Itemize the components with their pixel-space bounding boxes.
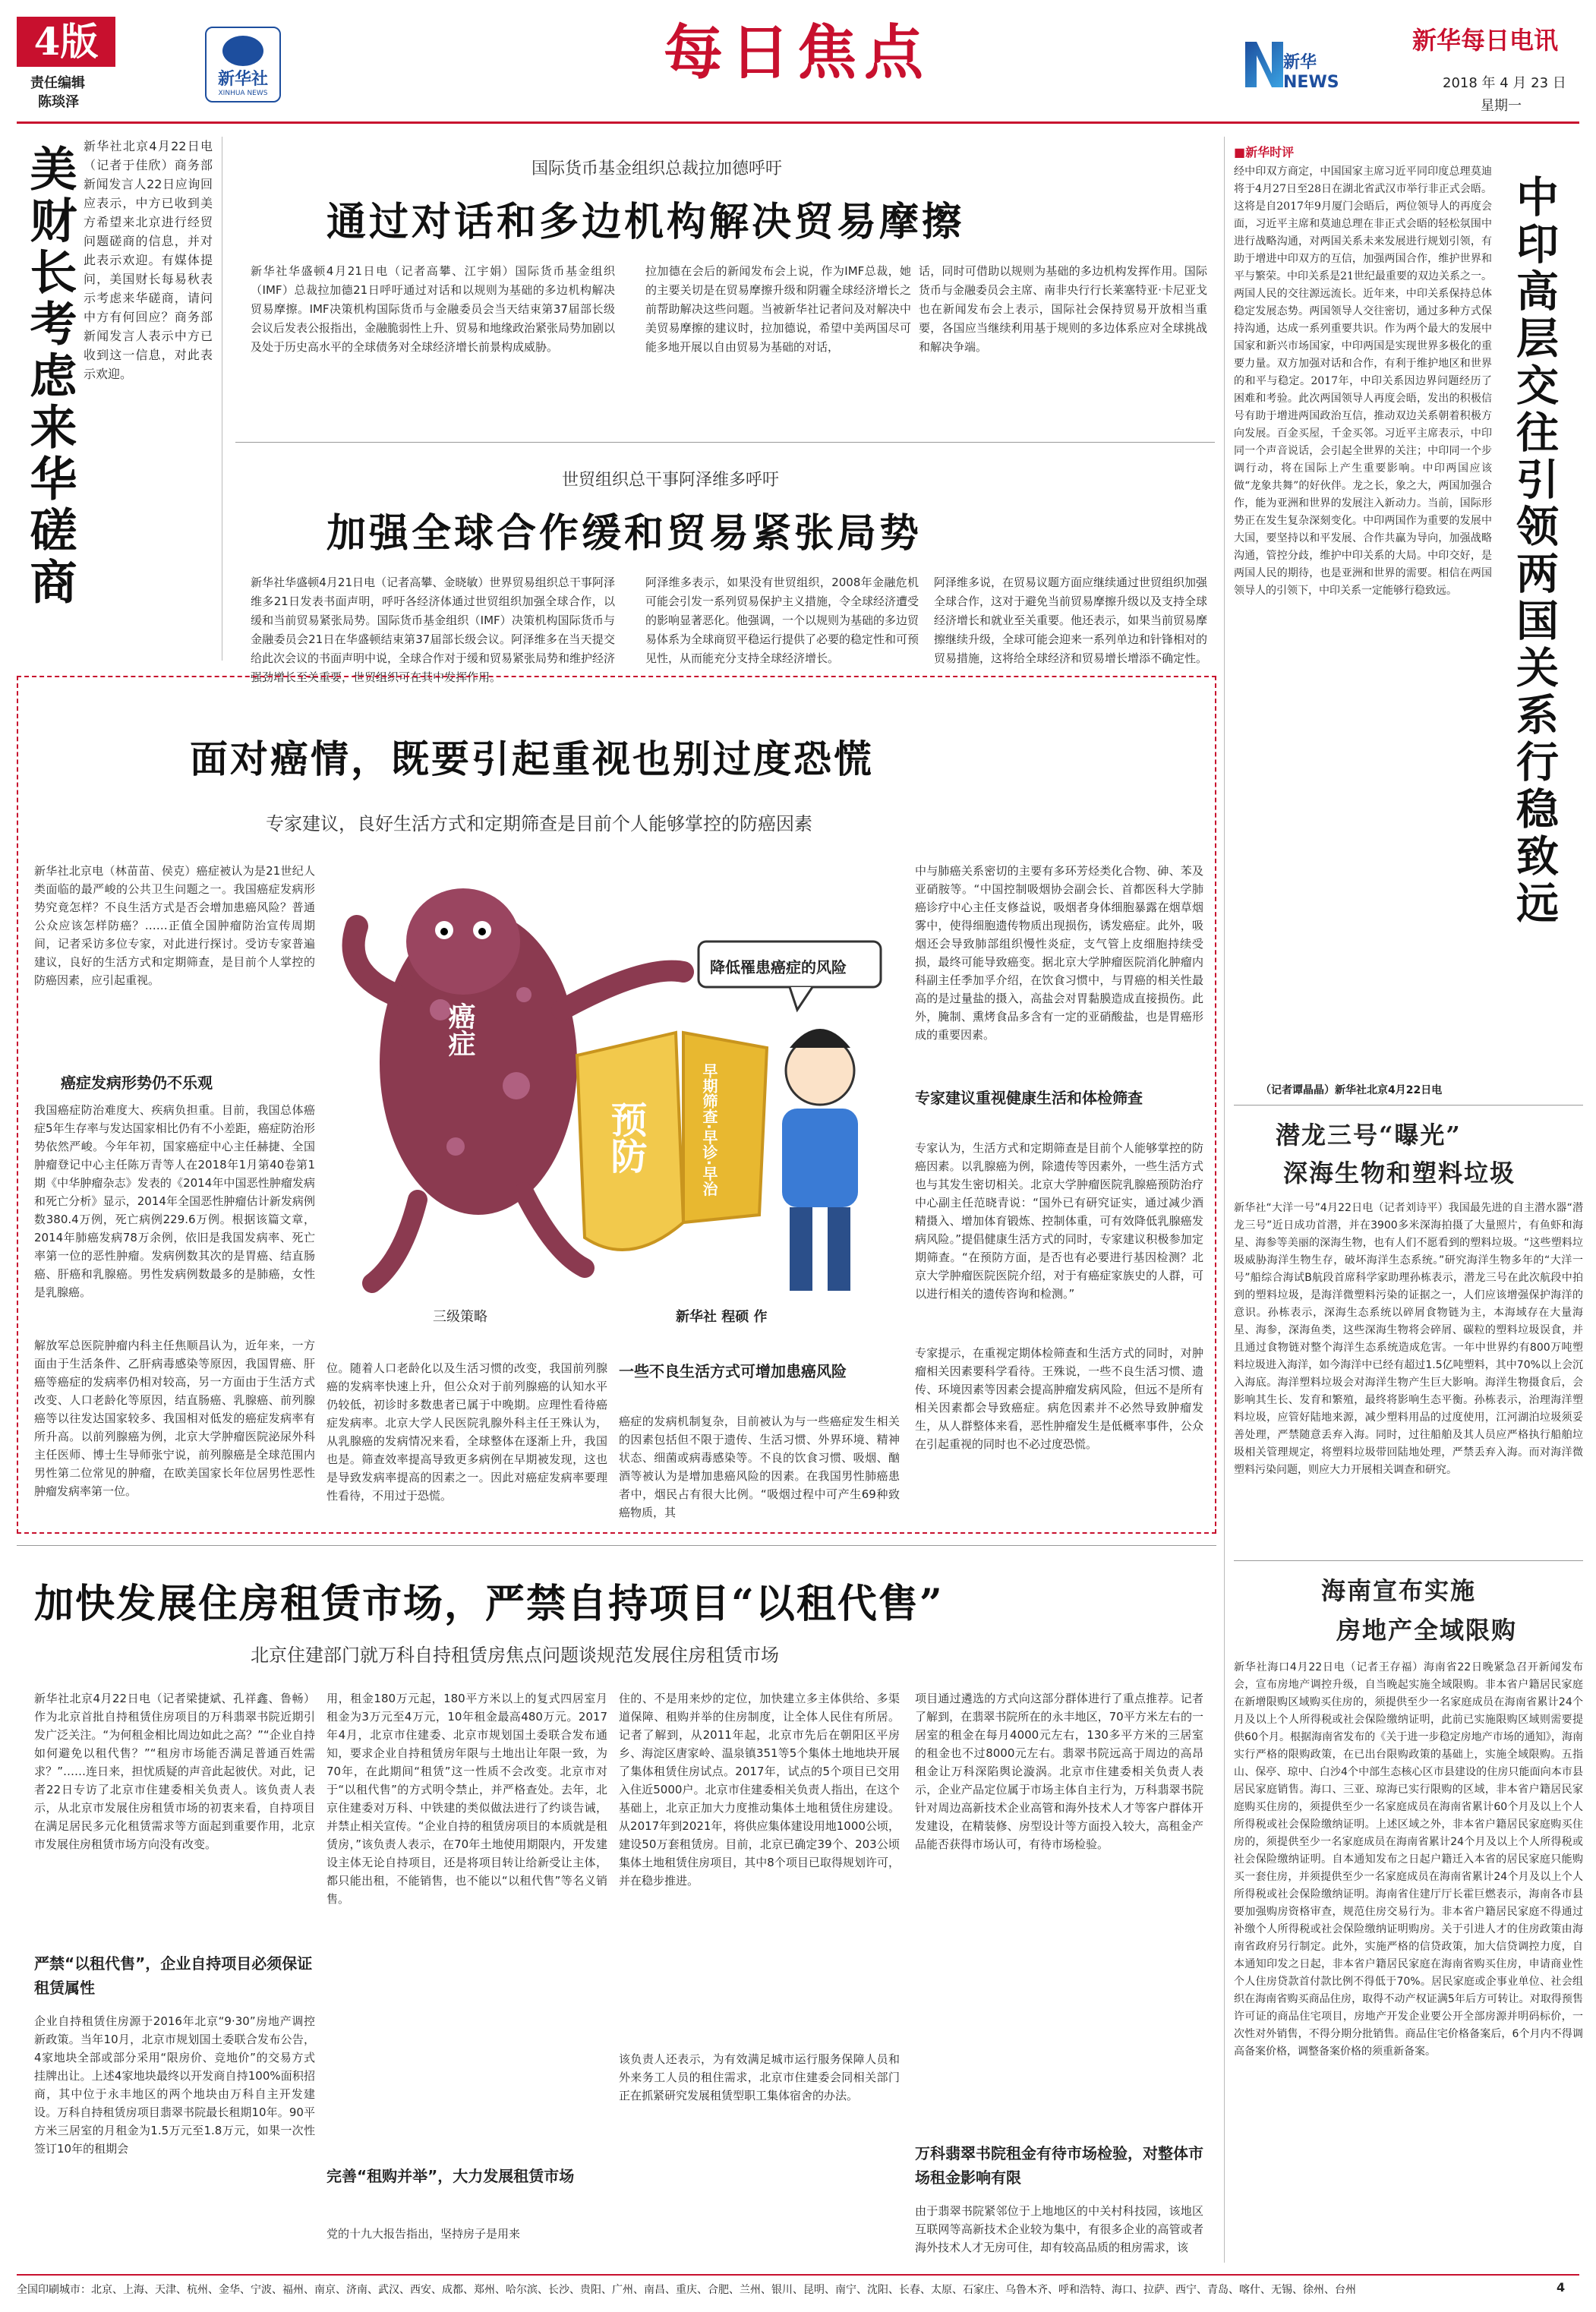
jiaolong-title-2: 深海生物和塑料垃圾	[1283, 1159, 1516, 1188]
news-logo-icon	[1245, 42, 1283, 87]
person-illustration	[782, 1029, 858, 1291]
issue-weekday: 星期一	[1481, 98, 1522, 114]
housing-col2b: 党的十九大报告指出，坚持房子是用来	[326, 2227, 521, 2241]
imf-col3: 话，同时可借助以规则为基础的多边机构发挥作用。国际货币与金融委员会主席、南非央行行长莱塞特亚·卡尼亚戈也在新闻发布会上表示，国际社会保持贸易开放相当重要，各国应当继续利用基于规则的多边体系应对全球挑战和解决争端。	[919, 264, 1207, 354]
housing-title: 加快发展住房租赁市场，严禁自持项目“以租代售”	[34, 1581, 944, 1627]
paper-name: 新华每日电讯	[1412, 26, 1559, 55]
page-number-badge: 4版	[17, 17, 115, 67]
cancer-sec1b: 解放军总医院肿瘤内科主任焦顺昌认为，近年来，一方面由于生活条件、乙肝病毒感染等原因，我国胃癌、肝癌等癌症的发病率仍相对较高，另一方面由于生活方式改变、人口老龄化等原因，结直肠癌、乳腺癌、前列腺癌等以往发达国家较多、我国相对低发的癌症发病率有所升高。以前列腺癌为例，北京大学肿瘤医院泌尿外科主任医师、博士生导师张宁说，前列腺癌是全球范围内男性第二位常见的肿瘤，在欧美国家长年位居男性恶性肿瘤发病率第一位。	[34, 1339, 315, 1498]
right-column-label: ■新华时评	[1234, 145, 1295, 159]
masthead-rule	[17, 121, 1579, 124]
imf-title: 通过对话和多边机构解决贸易摩擦	[326, 199, 965, 245]
right-story-body: 经中印双方商定，中国国家主席习近平同印度总理莫迪将于4月27日至28日在湖北省武汉市举行非正式会晤。这将是自2017年9月厦门会晤后，两位领导人的再度会面，习近平主席和莫迪总理在非正式会晤的轻松氛围中进行战略沟通，对两国关系未来发展进行规划引领，有助于增进中印双方的互信，加强两国合作，维护世界和平与繁荣。中印关系是21世纪最重要的双边关系之一。两国人民的交往源远流长。近年来，中印关系保持总体稳定发展态势。两国领导人交往密切，通过多种方式保持沟通，达成一系列重要共识。作为两个最大的发展中国家和新兴市场国家，中印两国是实现世界多极化的重要力量。双方加强对话和合作，有利于维护地区和世界的和平与稳定。2017年，中印关系因边界问题经历了困难和考验。此次两国领导人再度会晤，发出的积极信号有助于增进两国政治互信，推动双边关系朝着积极方向发展。百金买屋，千金买邻。习近平主席表示，中印同一个声音说话，会引起全世界的关注；中印同一个步调行动，将在国际上产生重要影响。中印两国应该做“龙象共舞”的好伙伴。龙之长，象之大，两国加强合作，能为亚洲和世界的发展注入新动力。当前，国际形势正在发生复杂深刻变化。中印两国作为重要的发展中大国，要坚持以和平发展、合作共赢为导向，加强战略沟通，管控分歧，维护中印关系的大局。中印交好，是两国人民的期待，也是亚洲和世界的需要。相信在两国领导人的引领下，中印关系一定能够行稳致远。	[1234, 166, 1492, 597]
housing-col2: 用，租金180万元起，180平方米以上的复式四居室月租金为3万元至4万元，10年租金最高480万元。2017年4月，北京市住建委、北京市规划国土委联合发布通知，要求企业自持租赁房年限与土地出让年限一致，为70年，在此期间“租赁”这一性质不会改变。北京市对于“以租代售”的方式明令禁止，并严格查处。去年，北京住建委对万科、中铁建的类似做法进行了约谈告诫，并禁止相关宣传。“企业自持的租赁房项目的本质就是租赁房，”该负责人表示，在70年土地使用期限内，开发建设主体无论自持项目，还是将项目转让给新受让主体，都只能出租，不能销售，也不能以“以租代售”等名义销售。	[326, 1692, 607, 1906]
cancer-intro: 新华社北京电（林苗苗、侯克）癌症被认为是21世纪人类面临的最严峻的公共卫生问题之一。我国癌症发病形势究竟怎样？不良生活方式是否会增加患癌风险？普通公众应该怎样防癌？……正值全国肿瘤防治宣传周期间，记者采访多位专家，对此进行探讨。受访专家普遍建议，良好的生活方式和定期筛查，是目前个人掌控的防癌因素，应引起重视。	[34, 864, 315, 987]
wto-col3: 阿泽维多说，在贸易议题方面应继续通过世贸组织加强全球合作，这对于避免当前贸易摩擦升级以及支持全球经济增长和就业至关重要。他还表示，如果当前贸易摩擦继续升级，全球可能会迎来一系列单边和针锋相对的贸易措施，这将给全球经济和贸易增长增添不确定性。	[934, 576, 1208, 665]
cancer-sec1: 我国癌症防治难度大、疾病负担重。目前，我国总体癌症5年生存率与发达国家相比仍有不小差距，癌症防治形势依然严峻。今年年初，国家癌症中心主任赫捷、全国肿瘤登记中心主任陈万青等人在2018年1月第40卷第1期《中华肿瘤杂志》发表的《2014年中国恶性肿瘤发病和死亡分析》显示，2014年全国恶性肿瘤估计新发病例数380.4万例，死亡病例229.6万例。根据该篇文章，2014年肺癌发病78万余例，依旧是我国发病率、死亡率第一位的恶性肿瘤。发病例数其次的是胃癌、结直肠癌、肝癌和乳腺癌。男性发病例数最多的是肺癌，女性是乳腺癌。	[34, 1103, 315, 1299]
left-story-body: 新华社北京4月22日电（记者于佳欣）商务部新闻发言人22日应询回应表示，中方已收到美方希望来北京进行经贸问题磋商的信息，并对此表示欢迎。有媒体提问，美国财长每易秋表示考虑来华磋商，请问中方有何回应？商务部新闻发言人表示中方已收到这一信息，对此表示欢迎。	[84, 139, 213, 381]
illustration-bubble-text: 降低罹患癌症的风险	[710, 958, 847, 976]
wto-kicker: 世贸组织总干事阿泽维多呼吁	[562, 471, 780, 490]
housing-col1: 新华社北京4月22日电（记者梁捷斌、孔祥鑫、鲁畅）作为北京首批自持租赁住房项目的万科翡翠书院近期引发广泛关注。“为何租金相比周边如此之高？”“企业自持如何避免以租代售？”“租房市场能否满足普通百姓需求？”……连日来，担忧质疑的声音此起彼伏。对此，记者22日专访了北京市住建委相关负责人。该负责人表示，从北京市发展住房租赁市场的初衷来看，自持项目在满足居民多元化租赁需求等方面起到重要作用，北京市发展住房租赁市场方向没有改变。	[34, 1692, 315, 1851]
section-title: 每日焦点	[663, 18, 931, 87]
imf-divider	[235, 442, 1215, 443]
editor-name: 陈琰泽	[38, 94, 79, 110]
right-divider-1	[1234, 1105, 1583, 1106]
housing-col4: 项目通过遴选的方式向这部分群体进行了重点推荐。记者了解到，在翡翠书院所在的永丰地区，70平方米左右的一居室的租金在每月4000元左右，130多平方米的三居室的租金也不过8000元左右。翡翠书院远高于周边的高昂租金让万科深陷舆论漩涡。北京市住建委相关负责人表示，企业产品定位属于市场主体自主行为，万科翡翠书院针对周边高新技术企业高管和海外技术人才等客户群体开发建设，在精装修、房型设计等方面投入较大，高租金产品能否获得市场认可，有待市场检验。	[915, 1692, 1203, 1851]
footer-print-sites: 全国印刷城市：北京、上海、天津、杭州、金华、宁波、福州、南京、济南、武汉、西安、成都、郑州、哈尔滨、长沙、贵阳、广州、南昌、重庆、合肥、兰州、银川、昆明、南宁、沈阳、长春、太原、石家庄、乌鲁木齐、呼和浩特、海口、拉萨、西宁、青岛、喀什、无锡、徐州、台州	[17, 2284, 1356, 2296]
housing-col1b: 企业自持租赁住房源于2016年北京“9·30”房地产调控新政策。当年10月，北京市规划国土委联合发布公告，4家地块全部或部分采用“限房价、竞地价”的交易方式挂牌出让。上述4家地块最终以开发商自持100%面积招商，其中位于永丰地区的两个地块由万科自主开发建设。万科自持租赁房项目翡翠书院最长租期10年。90平方米三居室的月租金为1.5万元至1.8万元，如果一次性签订10年的租期会	[34, 2014, 315, 2156]
right-divider	[1224, 137, 1225, 2263]
cancer-right-top: 中与肺癌关系密切的主要有多环芳烃类化合物、砷、苯及亚硝胺等。“中国控制吸烟协会副会长、首都医科大学肺癌诊疗中心主任支修益说，吸烟者身体细胞暴露在烟草烟雾中，使得细胞遗传物质出现损伤，诱发癌症。此外，吸烟还会导致肺部组织慢性炎症，支气管上皮细胞持续受损，最终可能导致癌变。据北京大学肿瘤医院消化肿瘤内科副主任季加孚介绍，在饮食习惯中，与胃癌的相关性最高的是过量盐的摄入，高盐会对胃黏膜造成直接损伤。此外，腌制、熏烤食品多含有一定的亚硝酸盐，也是胃癌形成的重要因素。	[915, 864, 1203, 1042]
illustration-caption: 三级策略	[433, 1309, 487, 1325]
hainan-body: 新华社海口4月22日电（记者王存福）海南省22日晚紧急召开新闻发布会，宣布房地产调控升级，自当晚起实施全域限购。非本省户籍居民家庭在新增限购区域购买住房的，须提供至少一名家庭成员在海南省累计24个月及以上个人所得税或社会保险缴纳证明，此前已实施限购区域则需要提供60个月。根据海南省发布的《关于进一步稳定房地产市场的通知》，海南实行严格的限购政策，在已出台限购政策的基础上，实施全域限购。五指山、保亭、琼中、白沙4个中部生态核心区市县建设的住房只能面向本市县居民家庭销售。海口、三亚、琼海已实行限购的区域，非本省户籍居民家庭购买住房的，须提供至少一名家庭成员在海南省累计60个月及以上个人所得税或社会保险缴纳证明。上述区域之外，非本省户籍居民家庭购买住房的，须提供至少一名家庭成员在海南省累计24个月及以上个人所得税或社会保险缴纳证明。自本通知发布之日起户籍迁入本省的居民家庭只能购买一套住房，并须提供至少一名家庭成员在海南省累计24个月及以上个人所得税或社会保险缴纳证明。海南省住建厅厅长霍巨燃表示，海南各市县要加强购房资格审查，规范住房交易行为。非本省户籍居民家庭不得通过补缴个人所得税或社会保险缴纳证明购房。关于引进人才的住房政策由海南省政府另行制定。此外，实施严格的信贷政策，加大信贷调控力度，自本通知印发之日起，非本省户籍居民家庭在海南省购买住房，申请商业性个人住房贷款首付款比例不得低于70%。居民家庭或企事业单位、社会组织在海南省购买商品住房，取得不动产权证满5年后方可转让。对取得预售许可证的商品住宅项目，房地产开发企业要公开全部房源并明码标价，一次性对外销售，不得分期分批销售。商品住宅价格备案后，6个月内不得调高备案价格，调整备案价格的须重新备案。	[1234, 1661, 1583, 2058]
right-story-title: 中印高层交往引领两国关系行稳致远	[1509, 175, 1560, 928]
housing-subtitle: 北京住建部门就万科自持租赁房焦点问题谈规范发展住房租赁市场	[251, 1645, 779, 1666]
left-story-title: 美财长考虑来华磋商	[22, 144, 77, 609]
illustration-credit: 新华社 程硕 作	[676, 1309, 768, 1325]
jiaolong-title-1: 潜龙三号“曝光”	[1276, 1121, 1462, 1150]
housing-col4b: 由于翡翠书院紧邻位于上地地区的中关村科技园，该地区互联网等高新技术企业较为集中，有很多企业的高管或者海外技术人才无房可住，却有较高品质的租房需求，该	[915, 2204, 1203, 2254]
news-logo-text: 新华NEWS	[1283, 53, 1339, 92]
housing-sub1: 严禁“以租代售”，企业自持项目必须保证租赁属性	[34, 1954, 313, 1997]
illustration-monster-label: 癌症	[444, 1002, 475, 1057]
illustration-shield-label: 预防	[604, 1101, 647, 1174]
news-logo	[1230, 42, 1339, 103]
cancer-sec2: 专家认为，生活方式和定期筛查是目前个人能够掌控的防癌因素。以乳腺癌为例，除遗传等因素外，一些生活方式也与其发生密切相关。北京大学肿瘤医院乳腺癌预防治疗中心副主任范晓青说：“国外已有研究证实，通过减少酒精摄入、增加体育锻炼、控制体重，可有效降低乳腺癌发病风险。”提倡健康生活方式的同时，专家建议积极参加定期筛查。“在预防方面，是否也有必要进行基因检测？北京大学肿瘤医院医院介绍，对于有癌症家族史的人群，可以进行相关的遗传咨询和检测。”	[915, 1141, 1203, 1301]
hainan-title-1: 海南宣布实施	[1321, 1576, 1477, 1605]
imf-col1: 新华社华盛顿4月21日电（记者高攀、江宇娟）国际货币基金组织（IMF）总裁拉加德21日呼吁通过对话和以规则为基础的多边机构解决贸易摩擦。IMF决策机构国际货币与金融委员会当天结束第37届部长级会议后发表公报指出，金融脆弱性上升、贸易和地缘政治紧张局势加剧以及处于历史高水平的全球债务对全球经济增长前景构成威胁。	[251, 264, 616, 354]
right-divider-2	[1234, 1560, 1583, 1561]
xinhua-logo-text: 新华社	[217, 70, 268, 89]
xinhua-logo	[205, 27, 281, 103]
cancer-sec2b: 专家提示，在重视定期体检筛查和生活方式的同时，对肿瘤相关因素要科学看待。王殊说，一些不良生活习惯、遗传、环境因素等因素会提高肿瘤发病风险，但远不是所有相关因素都会导致癌症。病危因素并不必然导致肿瘤发生，从人群整体来看，恶性肿瘤发生是低概率事件，公众在引起重视的同时也不必过度恐慌。	[915, 1346, 1203, 1451]
wto-col1: 新华社华盛顿4月21日电（记者高攀、金晓敏）世界贸易组织总干事阿泽维多21日发表书面声明，呼吁各经济体通过世贸组织加强全球合作，以缓和当前贸易紧张局势。国际货币基金组织（IMF）决策机构国际货币与金融委员会21日在华盛顿结束第37届部长级会议。阿泽维多在当天提交给此次会议的书面声明中说，全球合作对于缓和贸易紧张局势和维护经济强劲增长至关重要，世贸组织可在其中发挥作用。	[251, 576, 616, 684]
imf-col2: 拉加德在会后的新闻发布会上说，作为IMF总裁，她的主要关切是在贸易摩擦升级和阴霾全球经济增长之前帮助解决这些问题。当被新华社记者问及对解决中美贸易摩擦的建议时，拉加德说，希望中美两国尽可能多地开展以自由贸易为基础的对话，	[645, 264, 911, 354]
issue-date: 2018 年 4 月 23 日	[1443, 75, 1566, 91]
housing-sub3: 完善“租购并举”，大力发展租赁市场	[326, 2167, 575, 2185]
housing-sub2: 万科翡翠书院租金有待市场检验，对整体市场租金影响有限	[915, 2144, 1203, 2187]
wto-col2: 阿泽维多表示，如果没有世贸组织，2008年金融危机可能会引发一系列贸易保护主义措施，令全球经济遭受的影响显著恶化。他强调，一个以规则为基础的多边贸易体系为全球商贸平稳运行提供了必要的稳定性和可预见性，从而能充分支持全球经济增长。	[645, 576, 919, 665]
cancer-sec3: 癌症的发病机制复杂，目前被认为与一些癌症发生相关的因素包括但不限于遗传、生活习惯、外界环境、精神状态、细菌或病毒感染等。不良的饮食习惯、吸烟、酗酒等被认为是增加患癌风险的因素。在我国男性肺癌患者中，烟民占有很大比例。“吸烟过程中可产生69种致癌物质，其	[619, 1415, 900, 1519]
footer-rule	[17, 2274, 1579, 2276]
hainan-title-2: 房地产全域限购	[1336, 1616, 1518, 1645]
housing-top-rule	[17, 1545, 1216, 1546]
xinhua-logo-icon	[222, 36, 263, 66]
cancer-illustration	[326, 858, 904, 1344]
cancer-sub2: 专家建议重视健康生活和体检筛查	[915, 1089, 1143, 1107]
footer-page-number: 4	[1557, 2280, 1566, 2295]
cancer-sub3: 一些不良生活方式可增加患癌风险	[619, 1362, 847, 1380]
cancer-subtitle: 专家建议，良好生活方式和定期筛查是目前个人能够掌控的防癌因素	[266, 813, 812, 834]
cancer-mid: 位。随着人口老龄化以及生活习惯的改变，我国前列腺癌的发病率快速上升，但公众对于前列腺癌的认知水平仍较低，初诊时多数患者已属于中晚期。应理性看待癌症发病率。北京大学人民医院乳腺外科主任王殊认为，从乳腺癌的发病情况来看，全球整体在逐渐上升，我国也是。筛查效率提高导致更多病例在早期被发现，这也是导致发病率提高的因素之一。因此对癌症发病率要理性看待，不用过于恐慌。	[326, 1361, 607, 1503]
housing-col3: 住的、不是用来炒的定位，加快建立多主体供给、多渠道保障、租购并举的住房制度，让全体人民住有所居。记者了解到，从2011年起，北京市先后在朝阳区平房乡、海淀区唐家岭、温泉镇351等5个集体土地地块开展了集体租赁住房试点。2017年，试点的5个项目已交用入住近5000户。北京市住建委相关负责人指出，在这个基础上，北京正加大力度推动集体土地租赁住房建设。从2017年到2021年，将供应集体建设用地1000公顷，建设50万套租赁房。目前，北京已确定39个、203公顷集体土地租赁住房项目，其中8个项目已取得规划许可，并在稳步推进。	[619, 1692, 900, 1888]
wto-title: 加强全球合作缓和贸易紧张局势	[326, 510, 923, 557]
illustration-book-label: 早期筛查·早诊·早治	[700, 1063, 718, 1197]
editor-label: 责任编辑	[30, 75, 85, 91]
housing-col3b: 该负责人还表示，为有效满足城市运行服务保障人员和外来务工人员的租住需求，北京市住建委会同相关部门正在抓紧研究发展租赁型职工集体宿舍的办法。	[619, 2052, 900, 2102]
imf-kicker: 国际货币基金组织总裁拉加德呼吁	[531, 159, 783, 178]
jiaolong-body: 新华社“大洋一号”4月22日电（记者刘诗平）我国最先进的自主潜水器“潜龙三号”近日成功首潜，并在3900多米深海拍摄了大量照片，有鱼虾和海星、海参等美丽的深海生物，也有人们不愿看到的塑料垃圾。“这些塑料垃圾威胁海洋生物生存，破坏海洋生态系统。”研究海洋生物多年的“大洋一号”船综合海试B航段首席科学家助理孙栋表示，潜龙三号在此次航段中拍到的塑料垃圾，是海洋微塑料污染的证据之一，人们应该增强保护海洋的意识。孙栋表示，深海生态系统以碎屑食物链为主，本海域存在大量海星、海参，深海鱼类，这些深海生物将会碎屑、碳粒的塑料垃圾误食，并且通过食物链对整个海洋生态系统造成危害。一年中世界约有800万吨塑料垃圾进入海洋，如今海洋中已经有超过1.5亿吨塑料，其中70%以上会沉入海底。海洋塑料垃圾会对海洋生物产生巨大影响。海洋生物摄食后，会影响其生长、发育和繁殖，最终将影响生态平衡。孙栋表示，治理海洋塑料垃圾，应管好陆地来源，减少塑料用品的过度使用，江河湖泊垃圾须妥善处理，严禁随意丢弃入海。同时，过往船舶及其人员应严格执行船舶垃圾相关管理规定，将塑料垃圾带回陆地处理，严禁丢弃入海。而对海洋微塑料污染问题，则应大力开展相关调查和研究。	[1234, 1202, 1583, 1476]
cancer-title: 面对癌情，既要引起重视也别过度恐慌	[190, 736, 874, 781]
xinhua-logo-sub: XINHUA NEWS	[218, 90, 268, 97]
right-story-sign: （记者谭晶晶）新华社北京4月22日电	[1260, 1084, 1443, 1096]
cancer-sub1: 癌症发病形势仍不乐观	[61, 1074, 213, 1092]
